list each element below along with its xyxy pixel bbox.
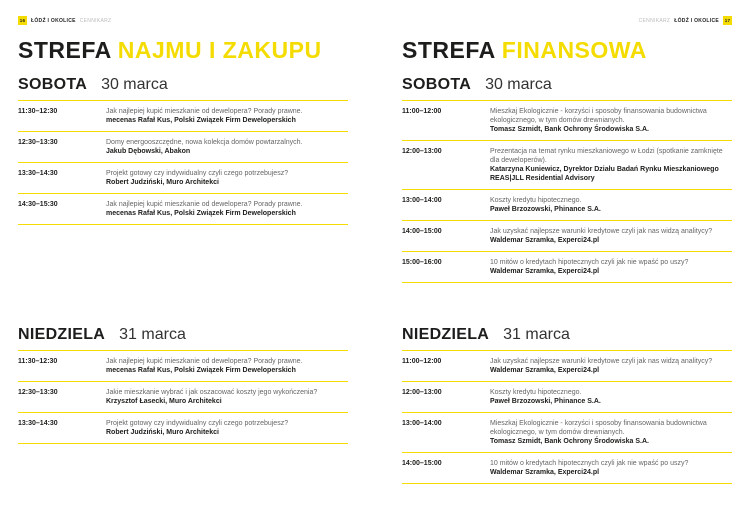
event-row xyxy=(402,351,732,382)
event-row xyxy=(18,163,348,194)
event-speaker: Tomasz Szmidt, Bank Ochrony Środowiska S.A. xyxy=(490,438,649,445)
event-row xyxy=(18,382,348,413)
event-row xyxy=(402,101,732,141)
right-header-bar xyxy=(639,16,732,25)
title-dark: STREFA xyxy=(18,37,111,63)
schedule-saturday xyxy=(18,76,348,225)
breadcrumb-main: ŁÓDŹ I OKOLICE xyxy=(674,17,719,24)
event-speaker: Waldemar Szramka, Experci24.pl xyxy=(490,367,600,374)
event-speaker: mecenas Rafał Kus, Polski Związek Firm Deweloperskich xyxy=(106,117,296,124)
title-yellow: FINANSOWA xyxy=(501,37,647,63)
event-time: 11:00–12:00 xyxy=(402,108,442,115)
event-speaker: Paweł Brzozowski, Phinance S.A. xyxy=(490,206,601,213)
event-title: Projekt gotowy czy indywidualny czyli czego potrzebujesz? xyxy=(106,170,289,177)
event-title: Mieszkaj Ekologicznie - korzyści i sposoby finansowania budownictwa ekologicznego, w tym domów drewnianych. xyxy=(490,420,707,436)
event-row xyxy=(402,252,732,283)
event-title: Domy energooszczędne, nowa kolekcja domów powtarzalnych. xyxy=(106,139,303,146)
page-title xyxy=(402,37,647,64)
event-row xyxy=(402,413,732,453)
event-title: Mieszkaj Ekologicznie - korzyści i sposoby finansowania budownictwa ekologicznego, w tym domów drewnianych. xyxy=(490,108,707,124)
day-name: SOBOTA xyxy=(18,76,88,93)
event-speaker: Jakub Dębowski, Abakon xyxy=(106,148,191,155)
event-title: Projekt gotowy czy indywidualny czyli czego potrzebujesz? xyxy=(106,420,289,427)
left-header-bar xyxy=(18,16,111,25)
event-speaker: Katarzyna Kuniewicz, Dyrektor Działu Badań Rynku Mieszkaniowego REAS|JLL Residential Advisory xyxy=(490,166,719,182)
event-time: 12:30–13:30 xyxy=(18,139,58,146)
breadcrumb-sub: CENNIKARZ xyxy=(79,17,112,24)
event-title: Koszty kredytu hipotecznego. xyxy=(490,197,582,204)
event-speaker: Paweł Brzozowski, Phinance S.A. xyxy=(490,398,601,405)
event-row xyxy=(18,194,348,225)
day-date: 31 marca xyxy=(119,326,186,343)
title-dark: STREFA xyxy=(402,37,495,63)
event-row xyxy=(18,132,348,163)
event-row xyxy=(402,221,732,252)
event-title: Jak najlepiej kupić mieszkanie od dewelopera? Porady prawne. xyxy=(106,201,303,208)
event-row xyxy=(402,382,732,413)
breadcrumb-main: ŁÓDŹ I OKOLICE xyxy=(31,17,76,24)
event-time: 14:00–15:00 xyxy=(402,228,442,235)
schedule-sunday xyxy=(18,326,348,444)
day-header xyxy=(402,76,732,101)
event-title: Jak najlepiej kupić mieszkanie od dewelopera? Porady prawne. xyxy=(106,108,303,115)
day-name: SOBOTA xyxy=(402,76,472,93)
event-speaker: Robert Judziński, Muro Architekci xyxy=(106,429,219,436)
event-time: 13:00–14:00 xyxy=(402,197,442,204)
page-title xyxy=(18,37,322,64)
event-title: Jakie mieszkanie wybrać i jak oszacować koszty jego wykończenia? xyxy=(106,389,318,396)
event-time: 12:00–13:00 xyxy=(402,148,442,155)
day-date: 30 marca xyxy=(101,76,168,93)
event-title: 10 mitów o kredytach hipotecznych czyli jak nie wpaść po uszy? xyxy=(490,460,689,467)
right-page xyxy=(375,0,750,530)
event-row xyxy=(402,141,732,190)
event-row xyxy=(402,190,732,221)
day-header xyxy=(18,326,348,351)
event-title: 10 mitów o kredytach hipotecznych czyli jak nie wpaść po uszy? xyxy=(490,259,689,266)
event-row xyxy=(18,351,348,382)
event-time: 13:00–14:00 xyxy=(402,420,442,427)
day-header xyxy=(18,76,348,101)
event-time: 14:00–15:00 xyxy=(402,460,442,467)
title-yellow: NAJMU I ZAKUPU xyxy=(117,37,322,63)
event-speaker: Waldemar Szramka, Experci24.pl xyxy=(490,237,600,244)
event-time: 15:00–16:00 xyxy=(402,259,442,266)
page-number: 17 xyxy=(724,18,731,23)
event-time: 13:30–14:30 xyxy=(18,170,58,177)
event-title: Jak najlepiej kupić mieszkanie od dewelopera? Porady prawne. xyxy=(106,358,303,365)
event-row xyxy=(402,453,732,484)
event-speaker: Robert Judziński, Muro Architekci xyxy=(106,179,219,186)
event-title: Jak uzyskać najlepsze warunki kredytowe czyli jak nas widzą analitycy? xyxy=(490,228,713,235)
day-name: NIEDZIELA xyxy=(18,326,106,343)
page-number: 16 xyxy=(19,18,26,23)
event-title: Jak uzyskać najlepsze warunki kredytowe czyli jak nas widzą analitycy? xyxy=(490,358,713,365)
event-speaker: Krzysztof Łasecki, Muro Architekci xyxy=(106,398,222,405)
event-title: Prezentacja na temat rynku mieszkaniowego w Łodzi (spotkanie zamknięte dla deweloperów). xyxy=(490,148,723,164)
event-speaker: Waldemar Szramka, Experci24.pl xyxy=(490,469,600,476)
event-time: 11:30–12:30 xyxy=(18,358,58,365)
event-speaker: mecenas Rafał Kus, Polski Związek Firm Deweloperskich xyxy=(106,367,296,374)
event-title: Koszty kredytu hipotecznego. xyxy=(490,389,582,396)
day-header xyxy=(402,326,732,351)
event-time: 12:00–13:00 xyxy=(402,389,442,396)
event-row xyxy=(18,101,348,132)
day-date: 31 marca xyxy=(503,326,570,343)
event-time: 13:30–14:30 xyxy=(18,420,58,427)
day-date: 30 marca xyxy=(485,76,552,93)
event-row xyxy=(18,413,348,444)
event-time: 11:30–12:30 xyxy=(18,108,58,115)
day-name: NIEDZIELA xyxy=(402,326,490,343)
event-time: 11:00–12:00 xyxy=(402,358,442,365)
event-speaker: Tomasz Szmidt, Bank Ochrony Środowiska S.A. xyxy=(490,126,649,133)
event-speaker: mecenas Rafał Kus, Polski Związek Firm Deweloperskich xyxy=(106,210,296,217)
schedule-saturday xyxy=(402,76,732,283)
breadcrumb-sub: CENNIKARZ xyxy=(638,17,671,24)
event-time: 14:30–15:30 xyxy=(18,201,58,208)
schedule-sunday xyxy=(402,326,732,484)
event-time: 12:30–13:30 xyxy=(18,389,58,396)
event-speaker: Waldemar Szramka, Experci24.pl xyxy=(490,268,600,275)
